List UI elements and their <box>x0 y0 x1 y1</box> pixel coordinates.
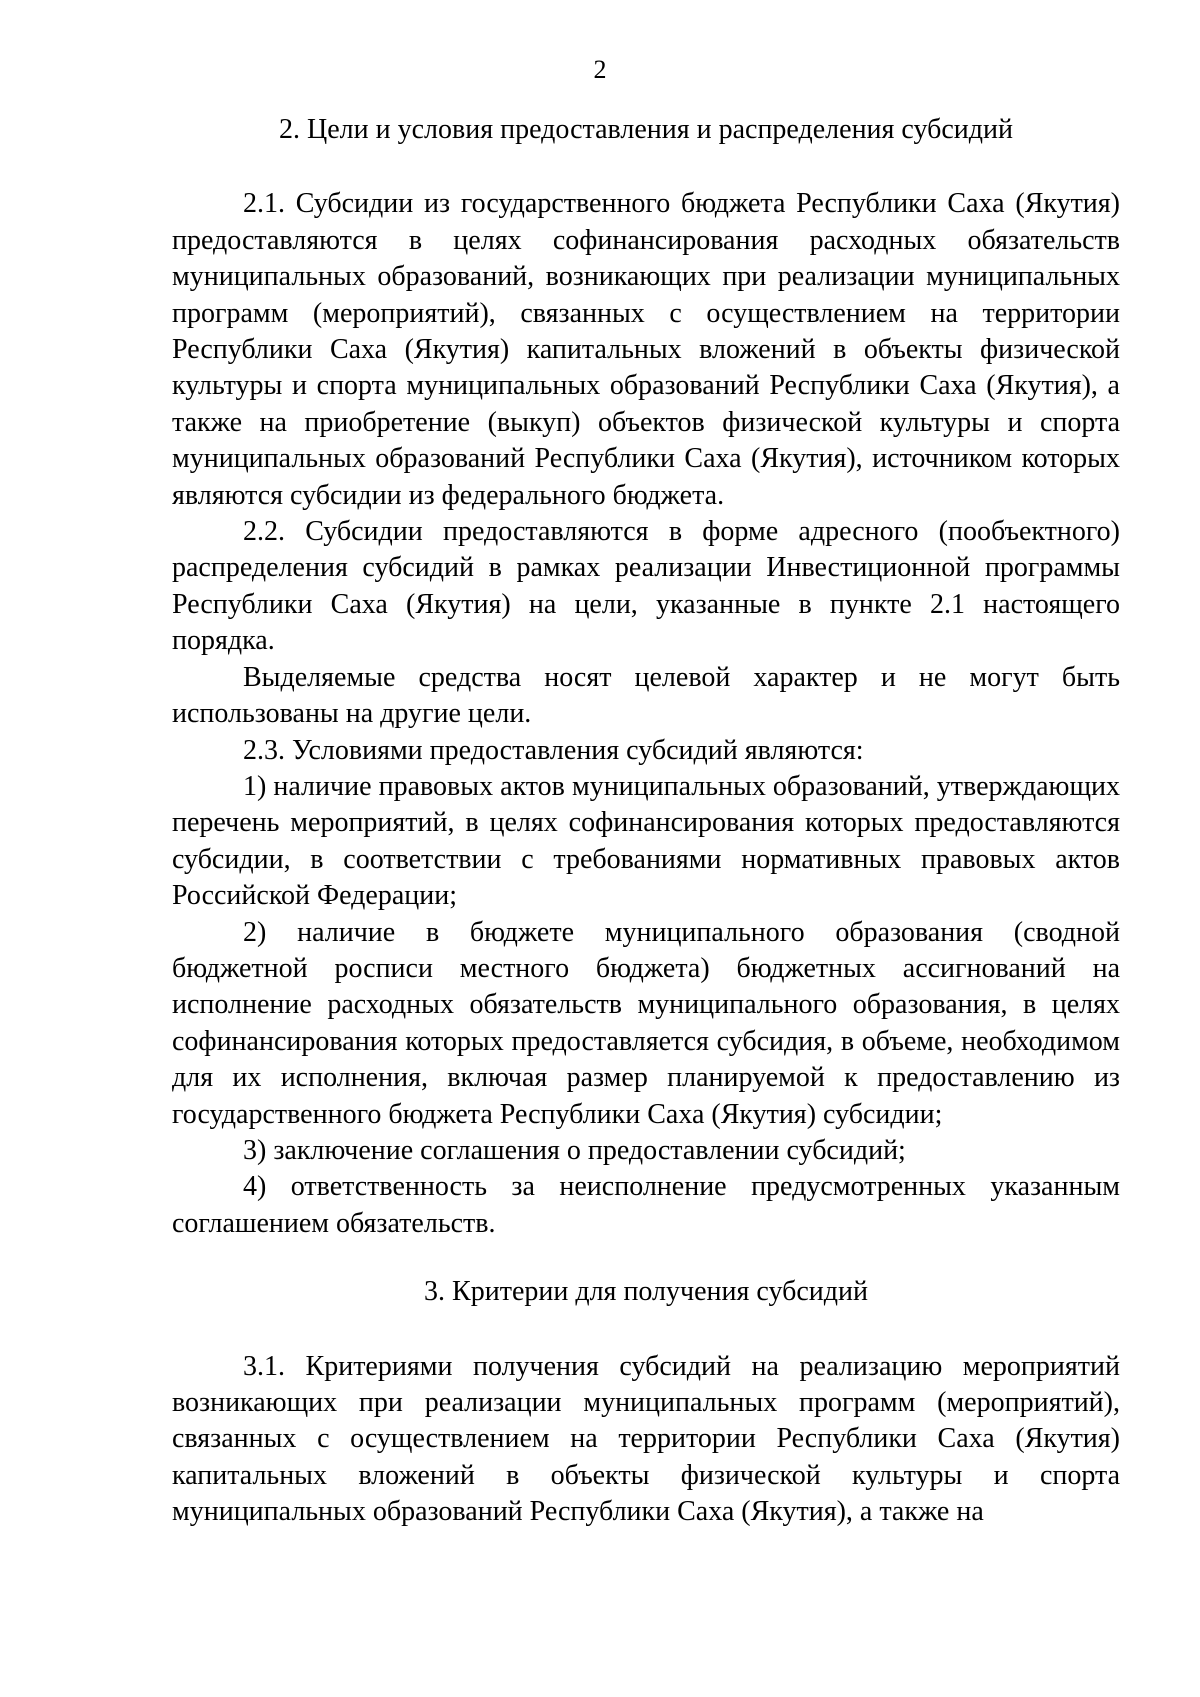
document-body <box>172 112 1120 1531</box>
paragraph-2-1: 2.1. Субсидии из государственного бюджета Республики Саха (Якутия) предоставляются в целях софинансирования расходных обязательств муниципальных образований, возникающих при реализации муниципальных программ (мероприятий), связанных с осуществлением на территории Республики Саха (Якутия) капитальных вложений в объекты физической культуры и спорта муниципальных образований Республики Саха (Якутия), а также на приобретение (выкуп) объектов физической культуры и спорта муниципальных образований Республики Саха (Якутия), источником которых являются субсидии из федерального бюджета. <box>172 188 1120 511</box>
list-item-condition-3: 3) заключение соглашения о предоставлении субсидий; <box>243 1134 906 1166</box>
paragraph-2-3: 2.3. Условиями предоставления субсидий являются: <box>243 734 864 766</box>
list-item-condition-1: 1) наличие правовых актов муниципальных образований, утверждающих перечень мероприятий, в целях софинансирования которых предоставляются субсидии, в соответствии с требованиями нормативных правовых актов Российской Федерации; <box>172 770 1120 912</box>
paragraph-2-2: 2.2. Субсидии предоставляются в форме адресного (пообъектного) распределения субсидий в рамках реализации Инвестиционной программы Республики Саха (Якутия) на цели, указанные в пункте 2.1 настоящего порядка. <box>172 516 1120 657</box>
list-item-condition-4: 4) ответственность за неисполнение предусмотренных указанным соглашением обязательств. <box>172 1171 1120 1239</box>
page-number: 2 <box>593 55 607 84</box>
paragraph-3-1: 3.1. Критериями получения субсидий на реализацию мероприятий возникающих при реализации муниципальных программ (мероприятий), связанных с осуществлением на территории Республики Саха (Якутия) капитальных вложений в объекты физической культуры и спорта муниципальных образований Республики Саха (Якутия), а также на <box>172 1350 1120 1528</box>
list-item-condition-2: 2) наличие в бюджете муниципального образования (сводной бюджетной росписи местного бюджета) бюджетных ассигнований на исполнение расходных обязательств муниципального образования, в целях софинансирования которых предоставляется субсидия, в объеме, необходимом для их исполнения, включая размер планируемой к предоставлению из государственного бюджета Республики Саха (Якутия) субсидии; <box>172 916 1120 1130</box>
section-2-heading: 2. Цели и условия предоставления и распределения субсидий <box>279 114 1013 145</box>
paragraph-funds-purpose: Выделяемые средства носят целевой характер и не могут быть использованы на другие цели. <box>172 661 1120 730</box>
section-3-heading: 3. Критерии для получения субсидий <box>424 1276 868 1308</box>
